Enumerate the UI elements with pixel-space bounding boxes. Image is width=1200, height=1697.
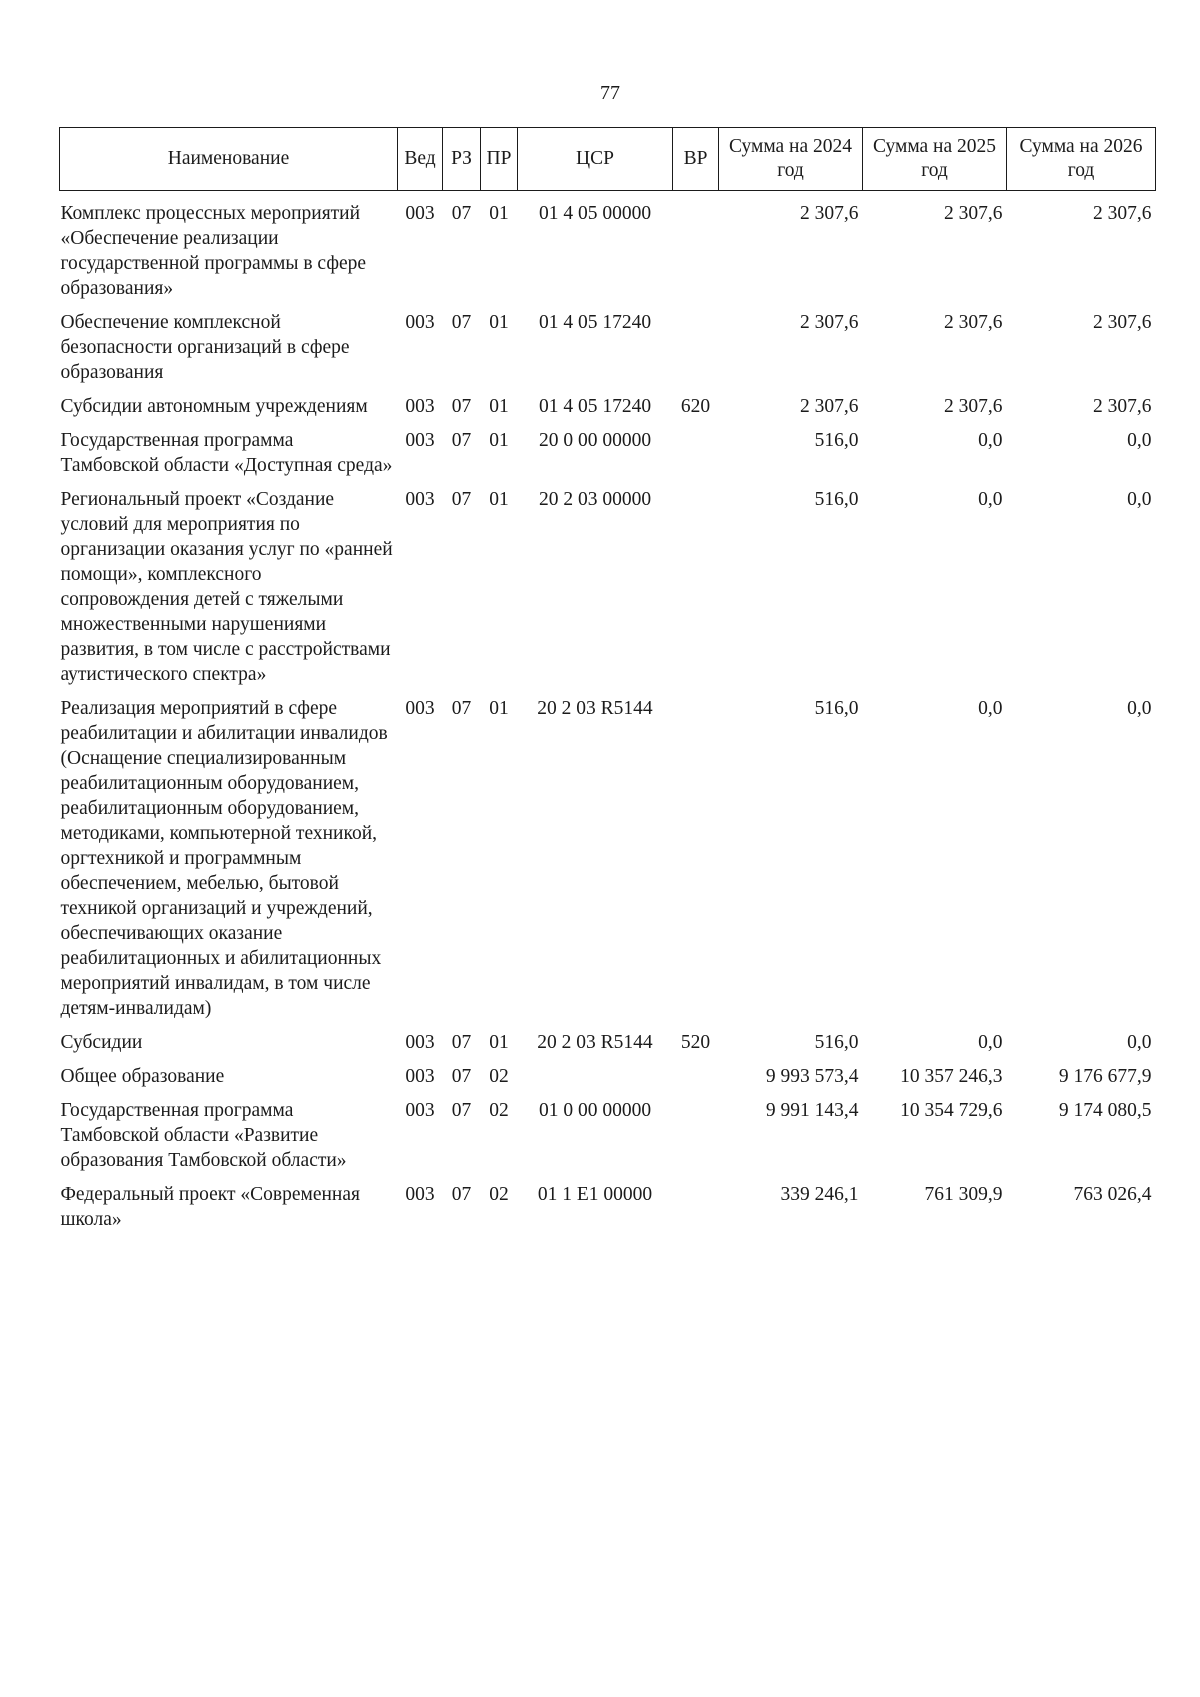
row-vr (673, 1182, 719, 1241)
row-name: Комплекс процессных мероприятий «Обеспечение реализации государственной программы в сфере образования» (60, 203, 367, 299)
table-row (60, 487, 1156, 696)
row-csr: 20 2 03 R5144 (537, 698, 653, 719)
row-vr (673, 1064, 719, 1098)
row-sum-2025: 0,0 (978, 1032, 1003, 1053)
row-csr: 01 4 05 17240 (538, 396, 652, 417)
row-ved: 003 (405, 698, 435, 719)
row-sum-2024: 516,0 (814, 489, 859, 510)
header-sum-2025: Сумма на 2025 год (863, 128, 1007, 191)
row-sum-2024: 9 993 573,4 (765, 1066, 859, 1087)
row-name: Субсидии (60, 1032, 143, 1053)
row-name: Обеспечение комплексной безопасности организаций в сфере образования (60, 312, 350, 383)
row-sum-2025: 2 307,6 (944, 312, 1003, 333)
table-row (60, 191, 1156, 311)
row-pr: 01 (489, 698, 509, 719)
row-sum-2026: 0,0 (1127, 1032, 1152, 1053)
table-row (60, 310, 1156, 394)
row-pr: 02 (489, 1100, 509, 1121)
row-name: Государственная программа Тамбовской области «Развитие образования Тамбовской области» (60, 1100, 347, 1171)
row-sum-2026: 9 176 677,9 (1058, 1066, 1152, 1087)
row-sum-2026: 9 174 080,5 (1058, 1100, 1152, 1121)
row-ved: 003 (405, 1184, 435, 1205)
row-pr: 01 (489, 430, 509, 451)
row-rz: 07 (451, 1100, 472, 1121)
row-csr: 20 2 03 00000 (538, 489, 652, 510)
row-ved: 003 (405, 489, 435, 510)
header-csr: ЦСР (518, 128, 673, 191)
row-ved: 003 (405, 203, 435, 224)
row-sum-2026: 2 307,6 (1093, 203, 1152, 224)
row-pr: 01 (489, 203, 509, 224)
row-pr: 01 (489, 489, 509, 510)
header-rz: РЗ (443, 128, 481, 191)
row-ved: 003 (405, 1066, 435, 1087)
header-name: Наименование (60, 128, 398, 191)
row-csr: 01 1 E1 00000 (537, 1184, 653, 1205)
table-row (60, 1064, 1156, 1098)
row-vr: 620 (680, 396, 711, 417)
row-sum-2025: 761 309,9 (924, 1184, 1003, 1205)
row-rz: 07 (451, 1184, 472, 1205)
row-sum-2024: 516,0 (814, 1032, 859, 1053)
row-rz: 07 (451, 396, 472, 417)
table-row (60, 1030, 1156, 1064)
table-row (60, 1098, 1156, 1182)
row-sum-2025: 0,0 (978, 430, 1003, 451)
row-rz: 07 (451, 1032, 472, 1053)
row-sum-2025: 2 307,6 (944, 203, 1003, 224)
row-rz: 07 (451, 430, 472, 451)
table-row (60, 428, 1156, 487)
row-csr: 20 0 00 00000 (538, 430, 652, 451)
row-sum-2024: 516,0 (814, 698, 859, 719)
row-csr: 01 0 00 00000 (538, 1100, 652, 1121)
row-sum-2025: 10 354 729,6 (900, 1100, 1003, 1121)
row-sum-2025: 10 357 246,3 (900, 1066, 1003, 1087)
table-header-row (60, 128, 1156, 191)
row-pr: 02 (489, 1066, 509, 1087)
header-ved: Вед (398, 128, 443, 191)
row-vr (673, 696, 719, 1030)
row-name: Субсидии автономным учреждениям (60, 396, 368, 417)
row-csr: 01 4 05 17240 (538, 312, 652, 333)
row-vr (673, 428, 719, 487)
row-sum-2026: 0,0 (1127, 489, 1152, 510)
row-csr: 20 2 03 R5144 (537, 1032, 653, 1053)
row-sum-2024: 2 307,6 (800, 203, 859, 224)
row-name: Федеральный проект «Современная школа» (60, 1184, 360, 1230)
row-sum-2026: 0,0 (1127, 698, 1152, 719)
header-pr: ПР (481, 128, 518, 191)
row-sum-2026: 763 026,4 (1073, 1184, 1152, 1205)
page-number: 77 (600, 82, 620, 104)
row-sum-2024: 9 991 143,4 (765, 1100, 859, 1121)
header-vr: ВР (673, 128, 719, 191)
row-rz: 07 (451, 1066, 472, 1087)
row-sum-2025: 0,0 (978, 698, 1003, 719)
row-rz: 07 (451, 489, 472, 510)
row-name: Государственная программа Тамбовской области «Доступная среда» (60, 430, 393, 476)
row-name: Региональный проект «Создание условий для мероприятия по организации оказания услуг по «ранней помощи», комплексного сопровождения детей с тяжелыми множественными нарушениями развития, в том числе с расстройствами аутистического спектра» (60, 489, 393, 685)
row-rz: 07 (451, 312, 472, 333)
table-row (60, 1182, 1156, 1241)
row-sum-2025: 2 307,6 (944, 396, 1003, 417)
row-ved: 003 (405, 430, 435, 451)
row-vr (673, 310, 719, 394)
row-rz: 07 (451, 203, 472, 224)
row-pr: 01 (489, 312, 509, 333)
table-row (60, 394, 1156, 428)
row-csr (518, 1064, 673, 1098)
header-sum-2026: Сумма на 2026 год (1007, 128, 1156, 191)
row-vr (673, 487, 719, 696)
budget-table (59, 127, 1156, 1241)
row-csr: 01 4 05 00000 (538, 203, 652, 224)
row-ved: 003 (405, 1100, 435, 1121)
row-vr (673, 191, 719, 311)
row-ved: 003 (405, 396, 435, 417)
row-sum-2025: 0,0 (978, 489, 1003, 510)
row-sum-2026: 2 307,6 (1093, 312, 1152, 333)
row-pr: 01 (489, 396, 509, 417)
table-body (60, 191, 1156, 1242)
table-row (60, 696, 1156, 1030)
row-ved: 003 (405, 1032, 435, 1053)
row-sum-2024: 339 246,1 (780, 1184, 859, 1205)
header-sum-2024: Сумма на 2024 год (719, 128, 863, 191)
row-sum-2026: 0,0 (1127, 430, 1152, 451)
row-name: Реализация мероприятий в сфере реабилитации и абилитации инвалидов (Оснащение специализированным реабилитационным оборудованием, реабилитационным оборудованием, методиками, компьютерной техникой, оргтехникой и программным обеспечением, мебелью, бытовой техникой организаций и учреждений, обеспечивающих оказание реабилитационных и абилитационных мероприятий инвалидам, в том числе детям-инвалидам) (60, 698, 388, 1019)
row-ved: 003 (405, 312, 435, 333)
row-vr: 520 (680, 1032, 711, 1053)
row-name: Общее образование (60, 1066, 225, 1087)
row-sum-2024: 2 307,6 (800, 312, 859, 333)
row-sum-2024: 2 307,6 (800, 396, 859, 417)
row-pr: 02 (489, 1184, 509, 1205)
row-rz: 07 (451, 698, 472, 719)
row-sum-2026: 2 307,6 (1093, 396, 1152, 417)
row-sum-2024: 516,0 (814, 430, 859, 451)
row-pr: 01 (489, 1032, 509, 1053)
row-vr (673, 1098, 719, 1182)
